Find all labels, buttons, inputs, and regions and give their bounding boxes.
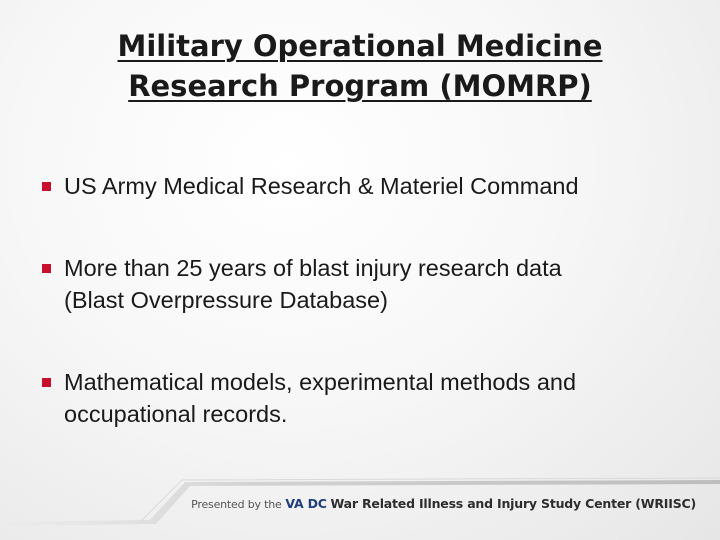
bullet-item-1 bbox=[40, 170, 700, 202]
title-line-1: Military Operational Medicine bbox=[117, 29, 603, 63]
slide-title bbox=[40, 26, 680, 106]
bullet-2-line-2: (Blast Overpressure Database) bbox=[64, 287, 388, 313]
bullet-1-line-1: US Army Medical Research & Materiel Command bbox=[64, 173, 579, 199]
bullet-item-3 bbox=[40, 366, 700, 430]
footer-attribution bbox=[191, 496, 696, 511]
bullet-list bbox=[40, 170, 700, 430]
square-bullet-icon bbox=[42, 182, 51, 191]
bullet-item-2 bbox=[40, 252, 700, 316]
bullet-3-line-1: Mathematical models, experimental methods and bbox=[64, 369, 577, 395]
square-bullet-icon bbox=[42, 264, 51, 273]
square-bullet-icon bbox=[42, 378, 51, 387]
bullet-3-line-2: occupational records. bbox=[64, 401, 288, 427]
bullet-2-line-1: More than 25 years of blast injury research data bbox=[64, 255, 562, 281]
title-line-2: Research Program (MOMRP) bbox=[128, 69, 592, 103]
footer-va-prefix: VA DC bbox=[285, 496, 327, 511]
footer-organization: War Related Illness and Injury Study Center (WRIISC) bbox=[330, 496, 696, 511]
footer-presented-by: Presented by the bbox=[191, 498, 282, 511]
